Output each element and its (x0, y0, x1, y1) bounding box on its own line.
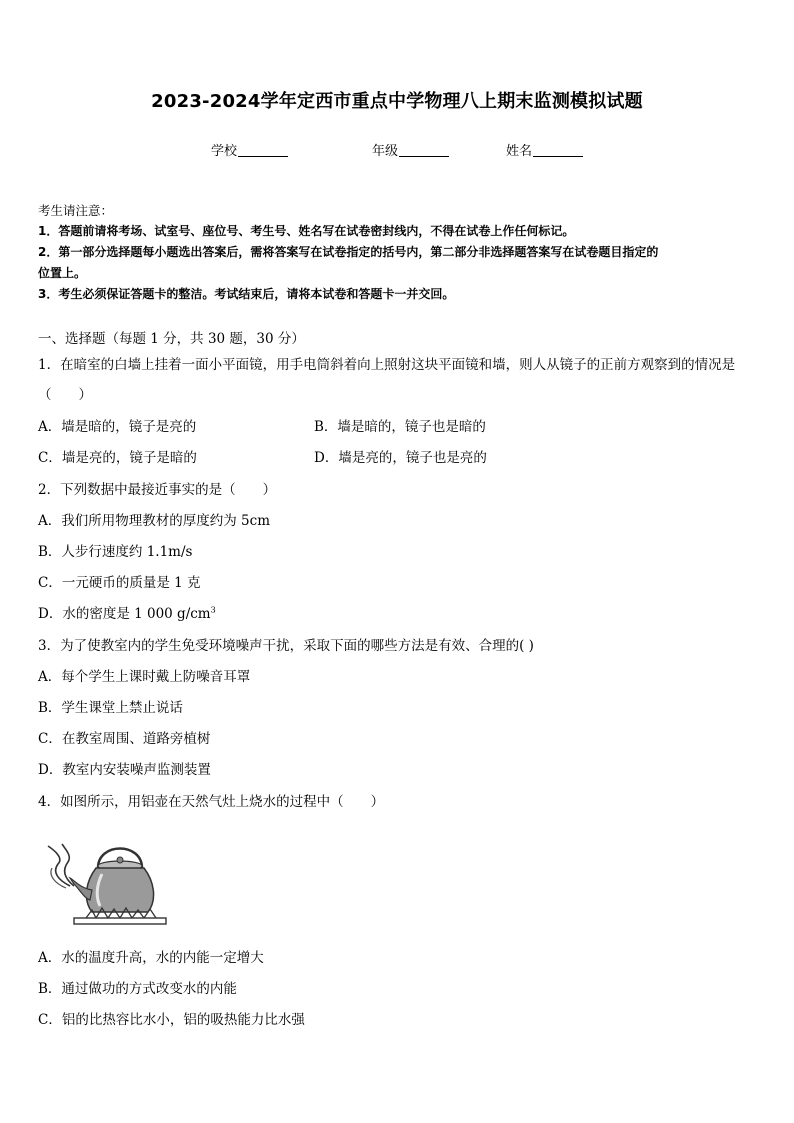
notice-item-1: 1．答题前请将考场、试室号、座位号、考生号、姓名写在试卷密封线内，不得在试卷上作任何标记。 (38, 224, 575, 238)
question-1-option-d: D．墙是亮的，镜子也是亮的 (314, 450, 487, 466)
superscript-3: 3 (210, 605, 216, 615)
kettle-on-stove-figure (40, 828, 180, 928)
question-3-option-b: B．学生课堂上禁止说话 (38, 700, 183, 716)
question-2-option-d: D．水的密度是 1 000 $g/cm^3$ (38, 605, 216, 622)
grade-field: 年级 (372, 140, 449, 159)
section-heading: 一、选择题（每题 1 分，共 30 题，30 分） (38, 331, 305, 347)
notice-item-2-cont: 位置上。 (38, 266, 87, 280)
name-blank[interactable] (533, 144, 583, 157)
question-4-stem: 4．如图所示，用铝壶在天然气灶上烧水的过程中（ ） (38, 794, 385, 810)
notice-item-3: 3．考生必须保证答题卡的整洁。考试结束后，请将本试卷和答题卡一并交回。 (38, 287, 455, 301)
name-field: 姓名 (506, 140, 583, 159)
page-title: 2023-2024学年定西市重点中学物理八上期末监测模拟试题 (151, 91, 643, 112)
notice-block (38, 200, 760, 305)
question-3-stem: 3．为了使教室内的学生免受环境噪声干扰，采取下面的哪些方法是有效、合理的( ) (38, 638, 534, 654)
question-4-option-b: B．通过做功的方式改变水的内能 (38, 981, 237, 997)
question-1-stem-paren: （ ） (38, 387, 92, 403)
school-field: 学校 (211, 140, 288, 159)
question-4-option-c: C．铝的比热容比水小，铝的吸热能力比水强 (38, 1012, 305, 1028)
notice-heading: 考生请注意： (38, 203, 114, 218)
question-2-option-c: C．一元硬币的质量是 1 克 (38, 575, 201, 591)
stove-top (74, 918, 166, 924)
question-2-option-b: B．人步行速度约 1.1m/s (38, 544, 193, 560)
question-1-stem: 1．在暗室的白墙上挂着一面小平面镜，用手电筒斜着向上照射这块平面镜和墙，则人从镜子的正前方观察到的情况是 (38, 357, 736, 373)
kettle-knob (117, 857, 123, 863)
school-blank[interactable] (238, 144, 288, 157)
question-1-option-a: A．墙是暗的，镜子是亮的 (38, 419, 197, 435)
question-2-stem: 2．下列数据中最接近事实的是（ ） (38, 482, 277, 498)
question-1-option-b: B．墙是暗的，镜子也是暗的 (314, 419, 486, 435)
question-3-option-c: C．在教室周围、道路旁植树 (38, 731, 211, 747)
question-3-option-d: D．教室内安装噪声监测装置 (38, 762, 211, 778)
grade-blank[interactable] (399, 144, 449, 157)
question-4-option-a: A．水的温度升高，水的内能一定增大 (38, 950, 264, 966)
question-3-option-a: A．每个学生上课时戴上防噪音耳罩 (38, 669, 251, 685)
question-2-option-a: A．我们所用物理教材的厚度约为 5cm (38, 513, 270, 529)
notice-item-2: 2．第一部分选择题每小题选出答案后，需将答案写在试卷指定的括号内，第二部分非选择题答案写在试卷题目指定的 (38, 245, 659, 259)
question-1-option-c: C．墙是亮的，镜子是暗的 (38, 450, 197, 466)
